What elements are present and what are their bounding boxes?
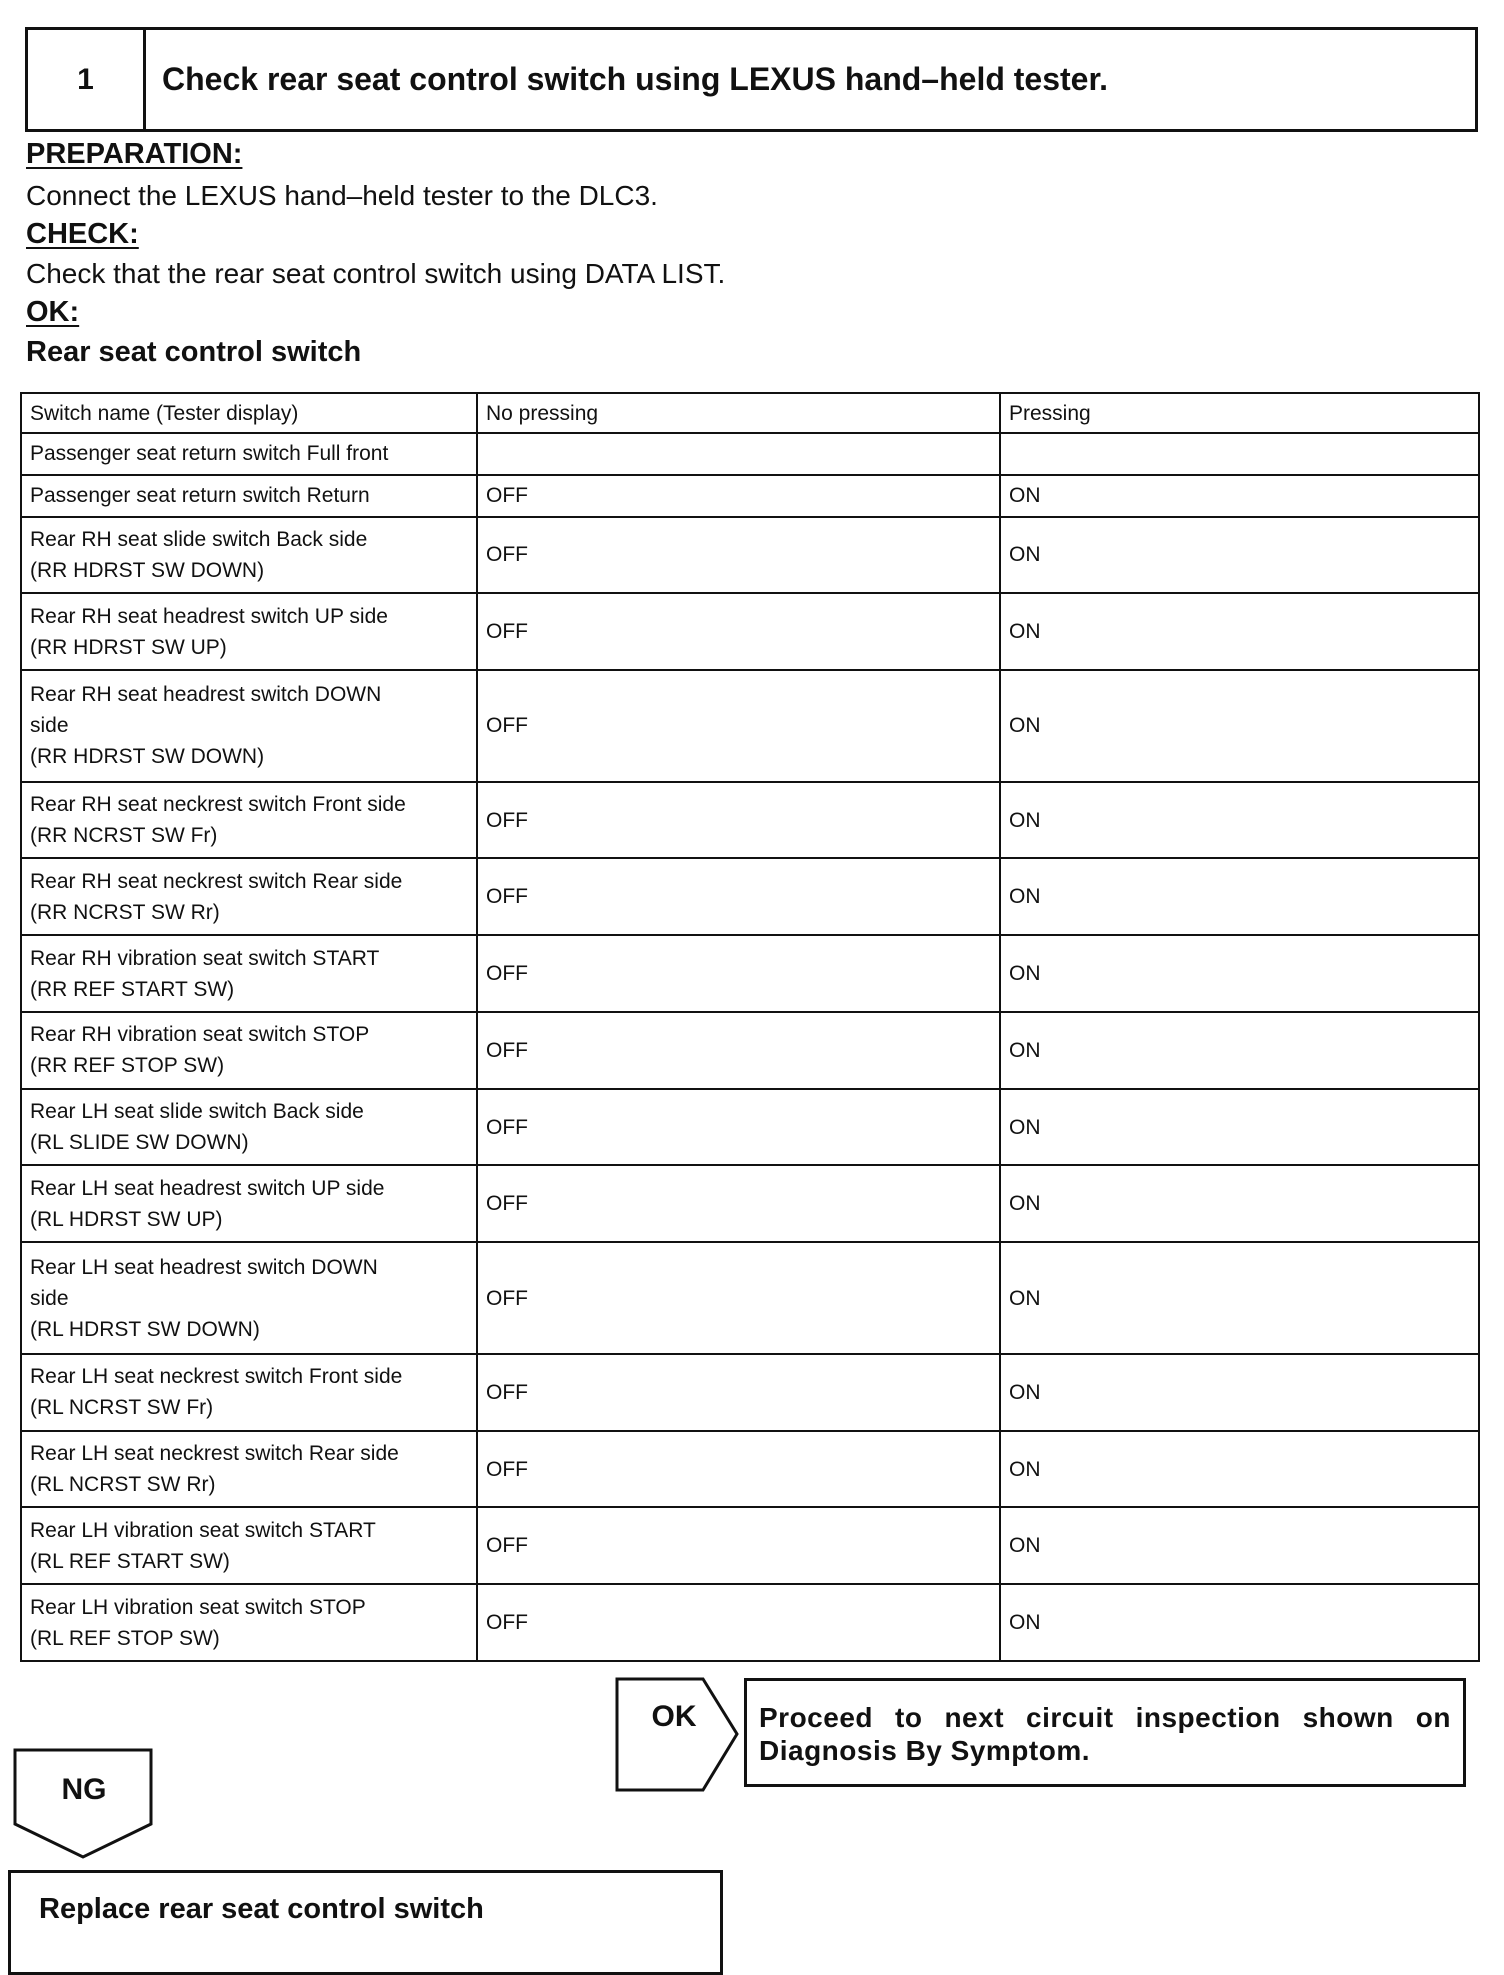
switch-name-cell: Rear LH seat slide switch Back side (RL SLIDE SW DOWN) <box>21 1089 477 1166</box>
table-row <box>21 782 1479 859</box>
ng-label: NG <box>61 1773 107 1806</box>
pressing-cell: ON <box>1000 1165 1479 1242</box>
pressing-cell: ON <box>1000 1089 1479 1166</box>
no-pressing-cell: OFF <box>477 1584 1000 1661</box>
pressing-cell: ON <box>1000 1242 1479 1354</box>
step-number: 1 <box>28 30 146 129</box>
table-title: Rear seat control switch <box>26 336 362 368</box>
switch-name-cell: Passenger seat return switch Return <box>21 475 477 517</box>
no-pressing-cell: OFF <box>477 593 1000 670</box>
pressing-cell: ON <box>1000 858 1479 935</box>
switch-name-cell: Rear LH seat headrest switch DOWN side (RL HDRST SW DOWN) <box>21 1242 477 1354</box>
ok-label: OK <box>651 1700 697 1733</box>
no-pressing-cell: OFF <box>477 1354 1000 1431</box>
switch-table <box>20 392 1480 1662</box>
pressing-cell: ON <box>1000 782 1479 859</box>
pressing-cell: ON <box>1000 517 1479 594</box>
table-row <box>21 433 1479 475</box>
no-pressing-cell: OFF <box>477 670 1000 782</box>
switch-name-cell: Rear RH vibration seat switch START (RR REF START SW) <box>21 935 477 1012</box>
pressing-cell: ON <box>1000 1354 1479 1431</box>
table-row <box>21 670 1479 782</box>
table-header-row <box>21 393 1479 433</box>
no-pressing-cell <box>477 433 1000 475</box>
no-pressing-cell: OFF <box>477 1431 1000 1508</box>
table-row <box>21 1354 1479 1431</box>
table-row <box>21 593 1479 670</box>
pressing-cell: ON <box>1000 475 1479 517</box>
ok-arrow-icon <box>615 1677 740 1792</box>
header-no-pressing: No pressing <box>477 393 1000 433</box>
switch-name-cell: Rear RH seat neckrest switch Rear side (RR NCRST SW Rr) <box>21 858 477 935</box>
ok-result-box: Proceed to next circuit inspection shown on Diagnosis By Symptom. <box>744 1678 1466 1787</box>
step-header <box>25 27 1478 132</box>
table-row <box>21 517 1479 594</box>
table-row <box>21 1165 1479 1242</box>
ok-heading: OK: <box>26 296 80 328</box>
check-heading: CHECK: <box>26 218 139 250</box>
no-pressing-cell: OFF <box>477 475 1000 517</box>
switch-name-cell: Rear LH seat headrest switch UP side (RL HDRST SW UP) <box>21 1165 477 1242</box>
table-row <box>21 1584 1479 1661</box>
header-switch-name: Switch name (Tester display) <box>21 393 477 433</box>
preparation-text: Connect the LEXUS hand–held tester to the DLC3. <box>26 180 658 211</box>
switch-name-cell: Rear LH vibration seat switch STOP (RL REF STOP SW) <box>21 1584 477 1661</box>
no-pressing-cell: OFF <box>477 1012 1000 1089</box>
table-row <box>21 1507 1479 1584</box>
pressing-cell: ON <box>1000 935 1479 1012</box>
no-pressing-cell: OFF <box>477 782 1000 859</box>
table-row <box>21 858 1479 935</box>
switch-name-cell: Rear RH seat headrest switch UP side (RR HDRST SW UP) <box>21 593 477 670</box>
pressing-cell: ON <box>1000 1431 1479 1508</box>
switch-name-cell: Rear LH seat neckrest switch Rear side (RL NCRST SW Rr) <box>21 1431 477 1508</box>
switch-name-cell: Rear RH vibration seat switch STOP (RR REF STOP SW) <box>21 1012 477 1089</box>
table-row <box>21 1089 1479 1166</box>
pressing-cell <box>1000 433 1479 475</box>
pressing-cell: ON <box>1000 593 1479 670</box>
switch-name-cell: Rear RH seat headrest switch DOWN side (RR HDRST SW DOWN) <box>21 670 477 782</box>
no-pressing-cell: OFF <box>477 1089 1000 1166</box>
no-pressing-cell: OFF <box>477 1242 1000 1354</box>
pressing-cell: ON <box>1000 670 1479 782</box>
header-pressing: Pressing <box>1000 393 1479 433</box>
no-pressing-cell: OFF <box>477 1507 1000 1584</box>
no-pressing-cell: OFF <box>477 517 1000 594</box>
preparation-heading: PREPARATION: <box>26 138 243 170</box>
table-row <box>21 1012 1479 1089</box>
pressing-cell: ON <box>1000 1012 1479 1089</box>
no-pressing-cell: OFF <box>477 935 1000 1012</box>
table-row <box>21 475 1479 517</box>
ng-result-box: Replace rear seat control switch <box>8 1870 723 1975</box>
table-row <box>21 1431 1479 1508</box>
pressing-cell: ON <box>1000 1507 1479 1584</box>
check-text: Check that the rear seat control switch using DATA LIST. <box>26 258 726 289</box>
switch-name-cell: Rear LH seat neckrest switch Front side (RL NCRST SW Fr) <box>21 1354 477 1431</box>
switch-name-cell: Rear RH seat neckrest switch Front side (RR NCRST SW Fr) <box>21 782 477 859</box>
no-pressing-cell: OFF <box>477 1165 1000 1242</box>
switch-name-cell: Rear RH seat slide switch Back side (RR HDRST SW DOWN) <box>21 517 477 594</box>
switch-name-cell: Passenger seat return switch Full front <box>21 433 477 475</box>
pressing-cell: ON <box>1000 1584 1479 1661</box>
table-row <box>21 935 1479 1012</box>
table-row <box>21 1242 1479 1354</box>
step-title: Check rear seat control switch using LEXUS hand–held tester. <box>162 61 1109 97</box>
switch-name-cell: Rear LH vibration seat switch START (RL REF START SW) <box>21 1507 477 1584</box>
no-pressing-cell: OFF <box>477 858 1000 935</box>
